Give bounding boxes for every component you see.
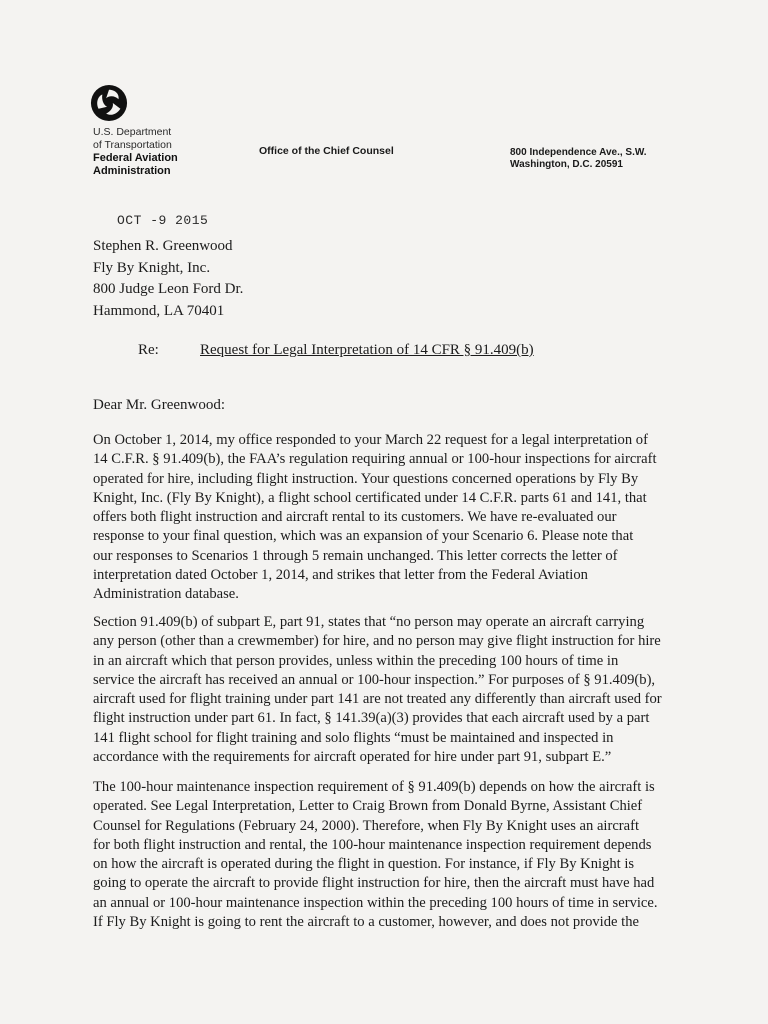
agency-line-1: Federal Aviation xyxy=(93,152,178,164)
recipient-address xyxy=(93,236,243,322)
paragraph-2 xyxy=(93,613,693,767)
office-name: Office of the Chief Counsel xyxy=(259,145,394,157)
recipient-street: 800 Judge Leon Ford Dr. xyxy=(93,281,244,297)
text-line: in an aircraft which that person provides, unless within the preceding 100 hours of time in xyxy=(93,652,619,669)
recipient-city: Hammond, LA 70401 xyxy=(93,302,225,319)
text-line: The 100-hour maintenance inspection requirement of § 91.409(b) depends on how the aircraft is xyxy=(93,779,655,795)
text-line: interpretation dated October 1, 2014, and strikes that letter from the Federal Aviation xyxy=(93,567,588,584)
text-line: operated. See Legal Interpretation, Letter to Craig Brown from Donald Byrne, Assistant Chief xyxy=(93,798,643,815)
re-line xyxy=(138,342,534,359)
text-line: Administration database. xyxy=(93,586,239,603)
text-line: accordance with the requirements for aircraft operated for hire under part 91, subpart E.” xyxy=(93,749,612,766)
text-line: aircraft used for flight training under part 141 are not treated any differently than aircraft used for xyxy=(93,691,662,708)
text-line: 141 flight school for flight training and solo flights “must be maintained and inspected in xyxy=(93,729,614,746)
address-line-1: 800 Independence Ave., S.W. xyxy=(510,147,647,158)
text-line: flight instruction under part 61. In fact, § 141.39(a)(3) provides that each aircraft used by a part xyxy=(93,710,650,727)
text-line: Section 91.409(b) of subpart E, part 91, states that “no person may operate an aircraft carrying xyxy=(93,614,645,630)
text-line: for both flight instruction and rental, the 100-hour maintenance inspection requirement depends xyxy=(93,836,652,853)
text-line: service the aircraft has received an annual or 100-hour inspection.” For purposes of § 91.409(b), xyxy=(93,671,656,688)
agency-block xyxy=(93,126,178,178)
recipient-name: Stephen R. Greenwood xyxy=(93,238,233,254)
re-label: Re: xyxy=(138,342,159,358)
agency-line-2: Administration xyxy=(93,165,171,177)
text-line: 14 C.F.R. § 91.409(b), the FAA’s regulation requiring annual or 100-hour inspections for aircraft xyxy=(93,451,657,468)
address-line-2: Washington, D.C. 20591 xyxy=(510,159,623,170)
salutation: Dear Mr. Greenwood: xyxy=(93,397,226,413)
text-line: Counsel for Regulations (February 24, 2000). Therefore, when Fly By Knight uses an aircraft xyxy=(93,817,640,834)
recipient-company: Fly By Knight, Inc. xyxy=(93,259,211,276)
re-subject: Request for Legal Interpretation of 14 CFR § 91.409(b) xyxy=(200,342,534,358)
text-line: operated for hire, including flight instruction. Your questions concerned operations by Fly By xyxy=(93,470,639,487)
dot-logo-icon xyxy=(90,84,128,122)
paragraph-1 xyxy=(93,431,693,605)
dept-line-1: U.S. Department xyxy=(93,126,172,138)
text-line: on how the aircraft is operated during the flight in question. For instance, if Fly By Knight is xyxy=(93,856,635,873)
text-line: any person (other than a crewmember) for hire, and no person may give flight instruction for hire xyxy=(93,633,661,650)
text-line: Knight, Inc. (Fly By Knight), a flight school certificated under 14 C.F.R. parts 61 and 141, that xyxy=(93,489,647,506)
text-line: offers both flight instruction and aircraft rental to its customers. We have re-evaluated our xyxy=(93,509,617,526)
text-line: On October 1, 2014, my office responded to your March 22 request for a legal interpretation of xyxy=(93,432,648,448)
text-line: going to operate the aircraft to provide flight instruction for hire, then the aircraft must have had xyxy=(93,875,655,892)
office-address xyxy=(510,147,647,171)
text-line: an annual or 100-hour maintenance inspection within the preceding 100 hours of time in service. xyxy=(93,894,658,911)
date-stamp: OCT -9 2015 xyxy=(117,213,209,228)
text-line: If Fly By Knight is going to rent the aircraft to a customer, however, and does not provide the xyxy=(93,914,639,931)
text-line: response to your final question, which was an expansion of your Scenario 6. Please note that xyxy=(93,528,634,545)
paragraph-3 xyxy=(93,778,693,932)
dept-line-2: of Transportation xyxy=(93,139,172,151)
text-line: our responses to Scenarios 1 through 5 remain unchanged. This letter corrects the letter of xyxy=(93,547,618,564)
